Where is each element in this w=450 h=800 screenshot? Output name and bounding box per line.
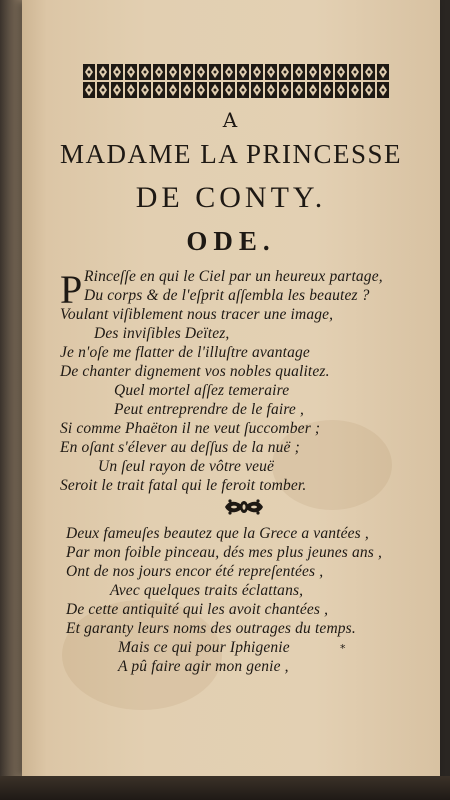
ornament-motif [293,82,305,98]
verse-line: Ont de nos jours encor été repreſentées , [66,563,324,580]
ornament-motif [363,64,375,80]
ornament-motif [125,64,137,80]
verse-line: Avec quelques traits éclattans, [110,582,304,599]
signature-mark: * [340,642,346,655]
ornament-motif [153,82,165,98]
ornament-motif [181,82,193,98]
verse-line: Quel mortel aſſez temeraire [114,382,290,399]
ornament-motif [83,64,95,80]
verse-line: A pû faire agir mon genie , [118,658,289,675]
verse-line: Et garanty leurs noms des outrages du temps. [66,620,356,637]
verse-line: Peut entreprendre de le faire , [114,401,305,418]
dedication-title-line1: MADAME LA PRINCESSE [59,139,403,169]
verse-line: Deux fameuſes beautez que la Grece a vantées , [66,525,369,542]
ornament-motif [195,82,207,98]
ornament-motif [181,64,193,80]
ornament-motif [251,64,263,80]
ornament-motif [279,64,291,80]
ornament-motif [97,82,109,98]
book-page [22,0,440,778]
verse-line: Rinceſſe en qui le Ciel par un heureux partage, [84,268,383,285]
fleuron-separator-icon [222,497,266,517]
ornament-motif [195,64,207,80]
verse-line: Du corps & de l'eſprit aſſembla les beautez ? [84,287,370,304]
ornament-row-top [83,64,389,80]
verse-line: De cette antiquité qui les avoit chantées , [66,601,329,618]
verse-line: Je n'oſe me flatter de l'illuſtre avantage [60,344,310,361]
verse-line: En oſant s'élever au deſſus de la nuë ; [60,439,300,456]
ornament-motif [83,82,95,98]
ornament-motif [307,82,319,98]
ornament-motif [167,64,179,80]
ornament-motif [321,64,333,80]
ornament-motif [139,82,151,98]
ornament-motif [265,64,277,80]
ornament-motif [125,82,137,98]
ornament-motif [321,82,333,98]
table-surface [0,776,450,800]
ornament-motif [223,64,235,80]
verse-line: Par mon foible pinceau, dés mes plus jeunes ans , [66,544,383,561]
drop-cap-initial: P [60,267,83,312]
ornament-motif [97,64,109,80]
ornament-motif [335,64,347,80]
verse-line: Voulant viſiblement nous tracer une image, [60,306,334,323]
headpiece-ornament [82,62,390,100]
verse-line: Si comme Phaëton il ne veut ſuccomber ; [60,420,321,437]
ornament-motif [139,64,151,80]
ornament-motif [223,82,235,98]
verse-line: De chanter dignement vos nobles qualitez. [60,363,330,380]
verse-line: Un ſeul rayon de vôtre veuë [98,458,275,475]
ornament-motif [377,64,389,80]
ornament-motif [293,64,305,80]
ornament-motif [363,82,375,98]
ornament-motif [377,82,389,98]
poem-genre-title: ODE. [186,226,276,256]
dedication-to: A [222,108,240,132]
ornament-motif [349,82,361,98]
ornament-motif [237,64,249,80]
ornament-motif [111,64,123,80]
ornament-motif [209,64,221,80]
ornament-motif [265,82,277,98]
ornament-motif [335,82,347,98]
ornament-motif [167,82,179,98]
ornament-motif [237,82,249,98]
ornament-motif [153,64,165,80]
verse-line: Mais ce qui pour Iphigenie [118,639,290,656]
ornament-motif [251,82,263,98]
ornament-motif [279,82,291,98]
verse-line: Des inviſibles Deïtez, [94,325,230,342]
ornament-motif [307,64,319,80]
ornament-motif [209,82,221,98]
verse-line: Seroit le trait fatal qui le feroit tomber. [60,477,307,494]
ornament-row-bottom [83,82,389,98]
ornament-motif [111,82,123,98]
ornament-motif [349,64,361,80]
dedication-title-line2: DE CONTY. [135,181,327,214]
